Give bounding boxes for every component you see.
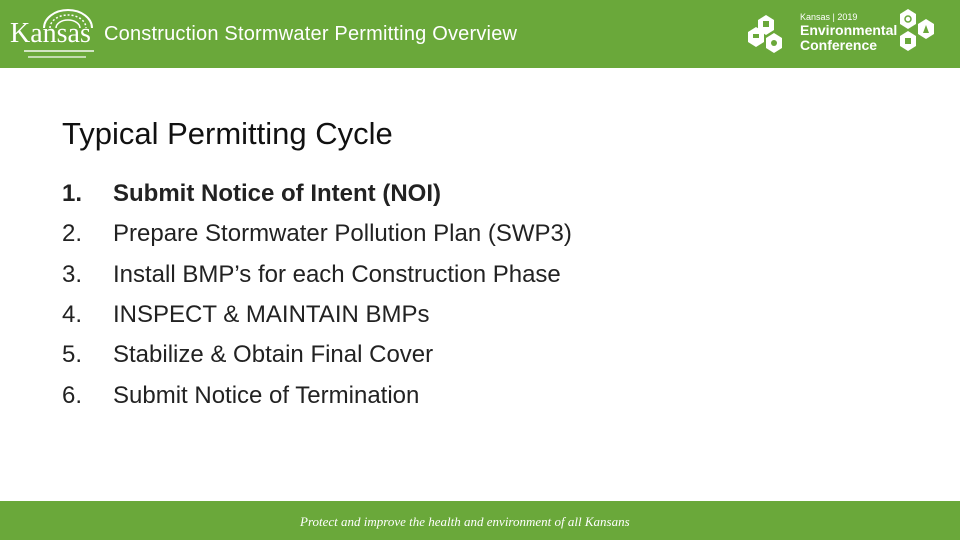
step-item [62,295,572,335]
footer-tagline: Protect and improve the health and environment of all Kansans [300,514,630,529]
conference-logo-text [800,12,897,53]
step-text: Prepare Stormwater Pollution Plan (SWP3) [113,220,572,248]
recycle-hexagon-icon [894,6,950,62]
step-text: Stabilize & Obtain Final Cover [113,341,434,369]
slide-title: Typical Permitting Cycle [62,116,393,151]
agency-logo-subline [28,56,86,58]
step-number: 6. [62,381,83,409]
step-number: 2. [62,220,83,248]
agency-logo [10,6,94,62]
hexagon-cluster-icon [744,6,800,62]
header-bar [0,0,960,68]
step-number: 5. [62,341,83,369]
step-item [62,214,572,254]
step-text: Submit Notice of Intent (NOI) [113,180,441,208]
step-text: INSPECT & MAINTAIN BMPs [113,301,430,329]
step-item [62,255,572,295]
step-number: 1. [62,180,83,208]
step-number: 3. [62,260,83,288]
conference-year: Kansas | 2019 [800,12,858,22]
agency-logo-subline [24,50,94,52]
permitting-steps-list [62,174,572,416]
step-item [62,335,572,375]
step-item [62,375,572,415]
header-title: Construction Stormwater Permitting Overview [104,23,518,45]
conference-name-line2: Conference [800,37,878,53]
conference-logo [744,6,954,62]
step-text: Install BMP’s for each Construction Phase [113,260,561,288]
step-text: Submit Notice of Termination [113,381,420,409]
step-item [62,174,572,214]
conference-name-line1: Environmental [800,22,898,38]
agency-logo-word: Kansas [10,18,91,49]
step-number: 4. [62,301,83,329]
